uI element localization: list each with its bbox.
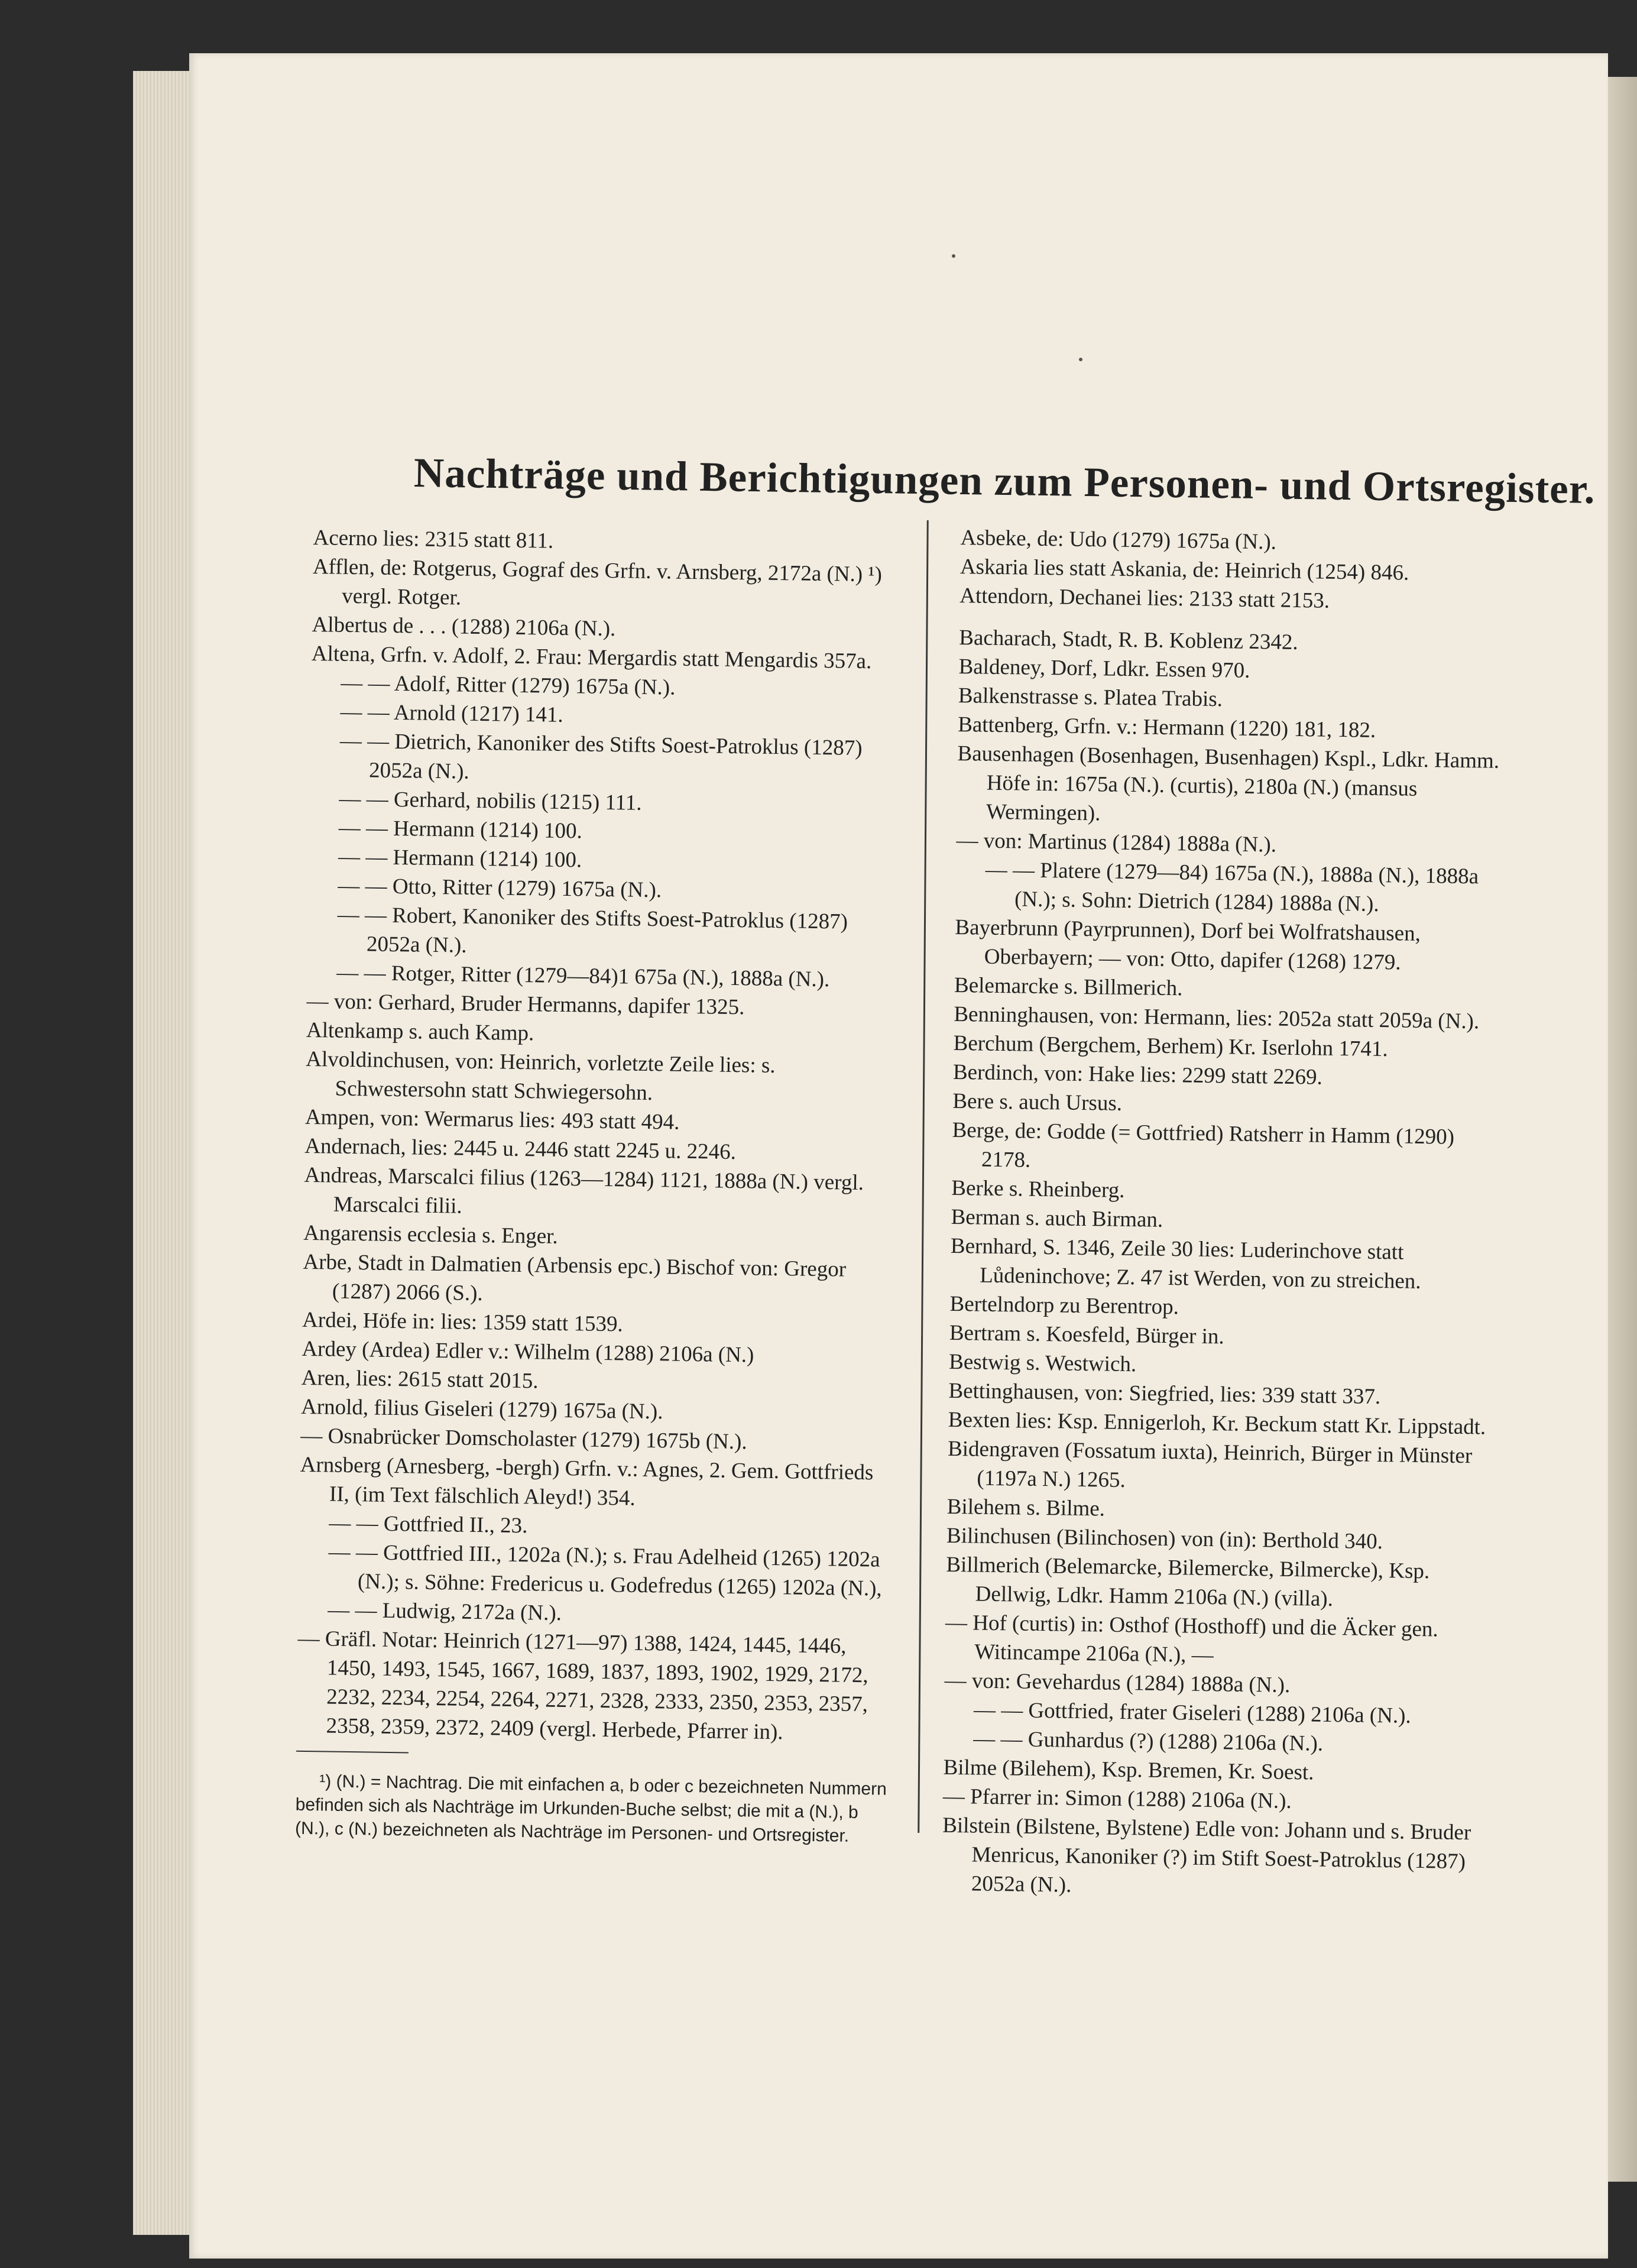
- index-entry: Bernhard, S. 1346, Zeile 30 lies: Luderinchove statt Lůdeninchove; Z. 47 ist Werden, von zu streichen.: [950, 1233, 1421, 1294]
- index-entry: Bertelndorp zu Berentrop.: [949, 1291, 1179, 1320]
- index-entry: Battenberg, Grfn. v.: Hermann (1220) 181, 182.: [957, 712, 1376, 743]
- index-subentry: — von: Martinus (1284) 1888a (N.).: [956, 828, 1277, 857]
- index-subentry: — — Ludwig, 2172a (N.).: [328, 1598, 562, 1626]
- index-subentry: — Pfarrer in: Simon (1288) 2106a (N.).: [942, 1784, 1292, 1814]
- page-title: Nachträge und Berichtigungen zum Personen- und Ortsregister.: [413, 450, 1596, 513]
- index-entry: Bilme (Bilehem), Ksp. Bremen, Kr. Soest.: [943, 1755, 1314, 1785]
- index-entry: Ardey (Ardea) Edler v.: Wilhelm (1288) 2106a (N.): [302, 1336, 754, 1368]
- index-subentry: — Osnabrücker Domscholaster (1279) 1675b (N.).: [300, 1423, 747, 1454]
- index-entry: Berchum (Bergchem, Berhem) Kr. Iserlohn 1741.: [953, 1031, 1388, 1062]
- index-entry: Afflen, de: Rotgerus, Gograf des Grfn. v. Arnsberg, 2172a (N.) ¹) vergl. Rotger.: [312, 554, 883, 610]
- index-entry: Berman s. auch Birman.: [951, 1204, 1163, 1232]
- index-entry: Aren, lies: 2615 statt 2015.: [301, 1365, 539, 1394]
- index-subentry: — Hof (curtis) in: Osthof (Hosthoff) und die Äcker gen. Witincampe 2106a (N.), —: [945, 1610, 1438, 1668]
- right-column: [942, 523, 1516, 1906]
- index-subentry: — — Robert, Kanoniker des Stifts Soest-Patroklus (1287) 2052a (N.).: [337, 902, 848, 958]
- index-entry: Bilehem s. Bilme.: [946, 1494, 1106, 1521]
- index-entry: Angarensis ecclesia s. Enger.: [303, 1220, 558, 1249]
- index-entry: Andernach, lies: 2445 u. 2446 statt 2245 u. 2246.: [304, 1133, 737, 1165]
- index-entry: Billmerich (Belemarcke, Bilemercke, Bilmercke), Ksp. Dellwig, Ldkr. Hamm 2106a (N.) (villa).: [946, 1552, 1430, 1611]
- index-entry: Bere s. auch Ursus.: [952, 1088, 1123, 1116]
- speck: [952, 254, 955, 258]
- index-entry: Berke s. Rheinberg.: [951, 1175, 1125, 1203]
- index-subentry: — Gräfl. Notar: Heinrich (1271—97) 1388, 1424, 1445, 1446, 1450, 1493, 1545, 1667, 1689, 1837, 1893, 1902, 1929, 2172, 2232, 2234, 2254, 2264, 2271, 2328, 2333, 2350, 2353, 2357, 2358, 2359, 2372, 2409 (vergl. Herbede, Pfarrer in).: [297, 1626, 868, 1745]
- index-entry: Berge, de: Godde (= Gottfried) Ratsherr in Hamm (1290) 2178.: [952, 1117, 1455, 1172]
- index-subentry: — — Gottfried III., 1202a (N.); s. Frau Adelheid (1265) 1202a (N.); s. Söhne: Fredericus u. Godefredus (1265) 1202a (N.),: [328, 1540, 882, 1601]
- index-entry: Altena, Grfn. v. Adolf, 2. Frau: Mergardis statt Mengardis 357a.: [311, 641, 872, 674]
- index-entry: Bertram s. Koesfeld, Bürger in.: [949, 1320, 1224, 1349]
- index-entry: Bettinghausen, von: Siegfried, lies: 339 statt 337.: [948, 1378, 1381, 1410]
- index-subentry: — — Dietrich, Kanoniker des Stifts Soest-Patroklus (1287) 2052a (N.).: [339, 728, 863, 784]
- index-subentry: — — Gottfried, frater Giseleri (1288) 2106a (N.).: [973, 1697, 1411, 1728]
- index-entry: Alvoldinchusen, von: Heinrich, vorletzte Zeile lies: s. Schwestersohn statt Schwiegersohn.: [306, 1046, 776, 1106]
- index-subentry: — von: Gerhard, Bruder Hermanns, dapifer 1325.: [306, 989, 745, 1020]
- index-entry: Ampen, von: Wermarus lies: 493 statt 494.: [304, 1104, 680, 1135]
- index-entry: Bestwig s. Westwich.: [948, 1349, 1137, 1377]
- index-subentry: — — Platere (1279—84) 1675a (N.), 1888a (N.), 1888a (N.); s. Sohn: Dietrich (1284) 1888a (N.).: [985, 857, 1479, 916]
- index-subentry: — — Gerhard, nobilis (1215) 111.: [339, 786, 642, 815]
- index-entry: Baldeney, Dorf, Ldkr. Essen 970.: [958, 654, 1250, 683]
- index-subentry: — von: Gevehardus (1284) 1888a (N.).: [944, 1668, 1291, 1697]
- left-column: [294, 523, 910, 1867]
- index-entry: Attendorn, Dechanei lies: 2133 statt 2153.: [959, 583, 1330, 613]
- index-entry: Belemarcke s. Billmerich.: [954, 973, 1183, 1001]
- index-entry: Altenkamp s. auch Kamp.: [306, 1018, 534, 1046]
- speck: [1079, 358, 1082, 361]
- index-entry: Bexten lies: Ksp. Ennigerloh, Kr. Beckum statt Kr. Lippstadt.: [948, 1407, 1486, 1440]
- index-entry: Arnsberg (Arnesberg, -bergh) Grfn. v.: Agnes, 2. Gem. Gottfrieds II, (im Text fälschlich Aleyd!) 354.: [300, 1452, 874, 1511]
- index-entry: Berdinch, von: Hake lies: 2299 statt 2269.: [952, 1060, 1323, 1090]
- index-entry: Andreas, Marscalci filius (1263—1284) 1121, 1888a (N.) vergl. Marscalci filii.: [304, 1162, 864, 1219]
- index-entry: Bilinchusen (Bilinchosen) von (in): Berthold 340.: [946, 1523, 1383, 1554]
- index-entry: Acerno lies: 2315 statt 811.: [313, 525, 554, 553]
- index-subentry: — — Gottfried II., 23.: [329, 1511, 528, 1538]
- index-subentry: — — Hermann (1214) 100.: [338, 844, 582, 873]
- index-entry: Bausenhagen (Bosenhagen, Busenhagen) Kspl., Ldkr. Hamm. Höfe in: 1675a (N.). (curtis), 2180a (N.) (mansus Wermingen).: [957, 741, 1500, 826]
- index-subentry: — — Rotger, Ritter (1279—84)1 675a (N.), 1888a (N.).: [336, 960, 830, 992]
- index-entry: Balkenstrasse s. Platea Trabis.: [958, 683, 1223, 712]
- index-entry: Bilstein (Bilstene, Bylstene) Edle von: Johann und s. Bruder Menricus, Kanoniker (?) im Stift Soest-Patroklus (1287) 2052a (N.).: [942, 1813, 1471, 1897]
- index-entry: Arnold, filius Giseleri (1279) 1675a (N.).: [300, 1394, 663, 1424]
- index-entry: Askaria lies statt Askania, de: Heinrich (1254) 846.: [959, 554, 1409, 585]
- index-subentry: — — Adolf, Ritter (1279) 1675a (N.).: [340, 670, 676, 700]
- index-entry: Benninghausen, von: Hermann, lies: 2052a statt 2059a (N.).: [954, 1002, 1480, 1034]
- index-subentry: — — Hermann (1214) 100.: [338, 815, 583, 844]
- footnote: ¹) (N.) = Nachtrag. Die mit einfachen a, b oder c bezeichneten Nummern befinden sich als Nachträge im Urkunden-Buche selbst; die mit a (N.), b (N.), c (N.) bezeichneten als Nachträge im Personen- und Ortsregister.: [294, 1771, 887, 1846]
- index-entry: Bidengraven (Fossatum iuxta), Heinrich, Bürger in Münster (1197a N.) 1265.: [947, 1436, 1473, 1493]
- index-subentry: — — Arnold (1217) 141.: [340, 699, 563, 727]
- footnote-rule: [296, 1751, 409, 1754]
- index-entry: Albertus de . . . (1288) 2106a (N.).: [312, 612, 616, 641]
- index-entry: Bayerbrunn (Payrprunnen), Dorf bei Wolfratshausen, Oberbayern; — von: Otto, dapifer (1268) 1279.: [955, 915, 1421, 975]
- index-subentry: — — Otto, Ritter (1279) 1675a (N.).: [338, 873, 662, 903]
- index-entry: Bacharach, Stadt, R. B. Koblenz 2342.: [959, 625, 1298, 655]
- index-entry: Ardei, Höfe in: lies: 1359 statt 1539.: [302, 1307, 624, 1337]
- index-entry: Arbe, Stadt in Dalmatien (Arbensis epc.) Bischof von: Gregor (1287) 2066 (S.).: [303, 1249, 847, 1306]
- index-subentry: — — Gunhardus (?) (1288) 2106a (N.).: [973, 1726, 1324, 1756]
- index-entry: Asbeke, de: Udo (1279) 1675a (N.).: [960, 525, 1277, 555]
